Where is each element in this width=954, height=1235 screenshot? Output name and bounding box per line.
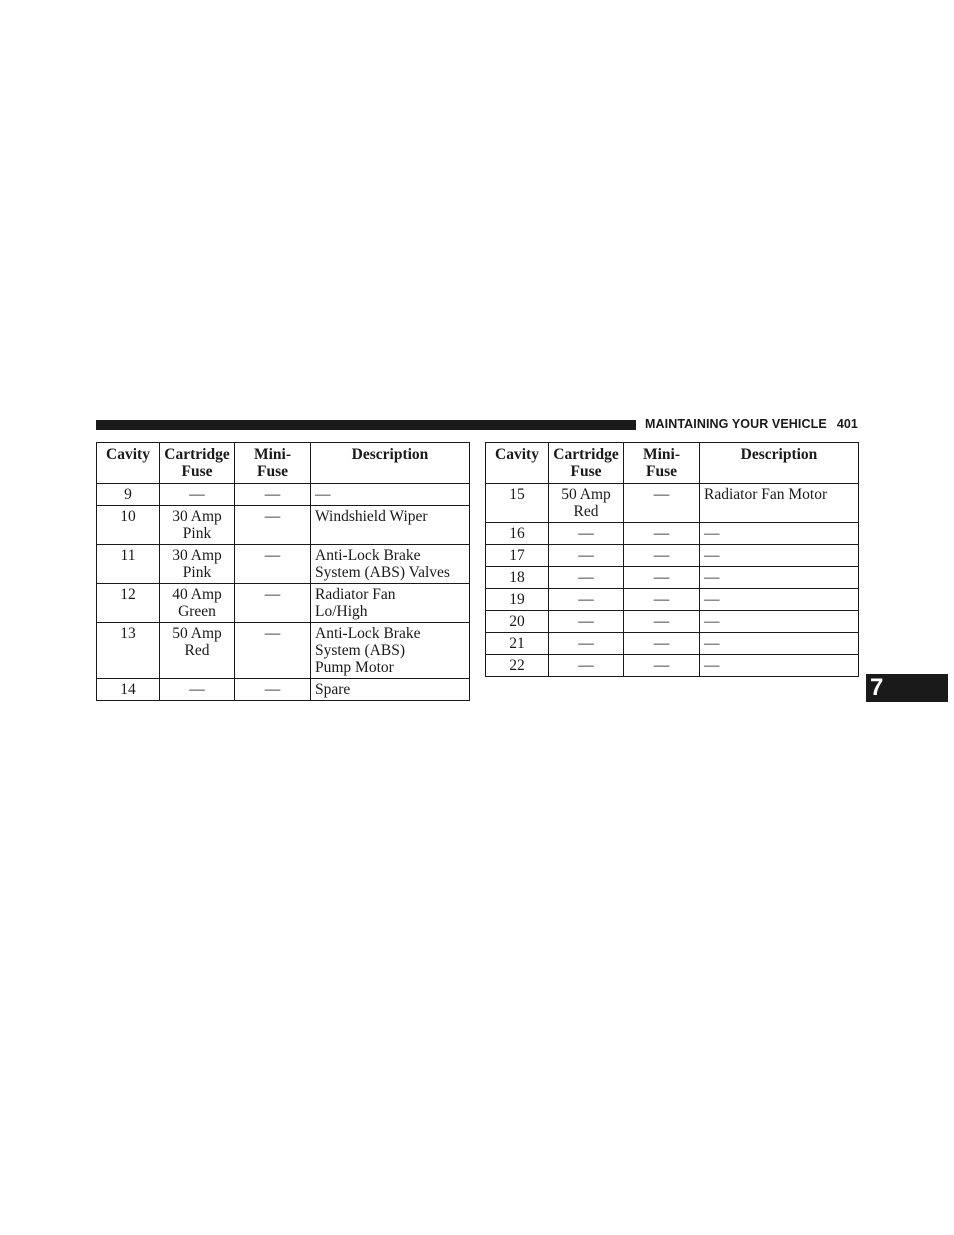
table-row: [486, 589, 859, 611]
description-cell: [311, 623, 470, 679]
cavity-cell: 16: [486, 523, 549, 545]
header-mini-fuse: [235, 443, 311, 484]
mini-fuse-cell: —: [624, 523, 700, 545]
table-row: [486, 523, 859, 545]
cartridge-fuse-cell: [160, 623, 235, 679]
cell-line: —: [704, 569, 720, 586]
table-row: [486, 611, 859, 633]
cartridge-fuse-cell: [160, 584, 235, 623]
table-row: [97, 623, 470, 679]
cell-line: —: [704, 657, 720, 674]
cell-line: Cavity: [106, 446, 150, 463]
cell-line: Radiator Fan: [315, 586, 396, 603]
cell-line: 50 Amp: [172, 625, 222, 642]
cell-line: —: [578, 635, 594, 652]
cell-line: Cartridge: [553, 446, 619, 463]
description-cell: [700, 523, 859, 545]
cartridge-fuse-cell: [549, 589, 624, 611]
cell-line: 40 Amp: [172, 586, 222, 603]
cell-line: Windshield Wiper: [315, 508, 428, 525]
cavity-cell: 9: [97, 484, 160, 506]
cartridge-fuse-cell: [160, 506, 235, 545]
cavity-cell: 15: [486, 484, 549, 523]
mini-fuse-cell: —: [235, 506, 311, 545]
cell-line: —: [704, 635, 720, 652]
cell-line: Mini-: [642, 446, 681, 463]
cavity-cell: 18: [486, 567, 549, 589]
description-cell: [311, 545, 470, 584]
cavity-cell: 21: [486, 633, 549, 655]
cell-line: Green: [178, 603, 216, 620]
cell-line: —: [315, 486, 331, 503]
cell-line: Red: [184, 642, 210, 659]
cavity-cell: 11: [97, 545, 160, 584]
cavity-cell: 22: [486, 655, 549, 677]
cell-line: 50 Amp: [561, 486, 611, 503]
description-cell: [311, 679, 470, 701]
cartridge-fuse-cell: [549, 567, 624, 589]
mini-fuse-cell: —: [235, 623, 311, 679]
cavity-cell: 13: [97, 623, 160, 679]
cell-line: Anti-Lock Brake: [315, 625, 421, 642]
table-row: [486, 655, 859, 677]
cavity-cell: 20: [486, 611, 549, 633]
header-mini-fuse: [624, 443, 700, 484]
cell-line: —: [704, 591, 720, 608]
table-row: [97, 545, 470, 584]
cell-line: —: [578, 591, 594, 608]
table-row: [486, 633, 859, 655]
section-title: MAINTAINING YOUR VEHICLE: [645, 417, 827, 431]
description-cell: [700, 567, 859, 589]
cartridge-fuse-cell: [160, 679, 235, 701]
table-header-row: [97, 443, 470, 484]
table-row: [97, 506, 470, 545]
cartridge-fuse-cell: [549, 545, 624, 567]
cell-line: Pump Motor: [315, 659, 394, 676]
table-row: [486, 545, 859, 567]
cell-line: Pink: [182, 564, 212, 581]
header-cavity: [97, 443, 160, 484]
cell-line: —: [578, 613, 594, 630]
cavity-cell: 10: [97, 506, 160, 545]
header-rule: [96, 420, 636, 430]
mini-fuse-cell: —: [235, 484, 311, 506]
header-cavity: [486, 443, 549, 484]
mini-fuse-cell: —: [624, 655, 700, 677]
cell-line: —: [704, 525, 720, 542]
mini-fuse-cell: —: [624, 545, 700, 567]
cell-line: Anti-Lock Brake: [315, 547, 421, 564]
cell-line: —: [578, 547, 594, 564]
cavity-cell: 17: [486, 545, 549, 567]
page-number: 401: [836, 417, 858, 431]
cell-line: —: [189, 681, 205, 698]
cartridge-fuse-cell: [549, 611, 624, 633]
cell-line: Fuse: [181, 463, 213, 480]
cell-line: System (ABS) Valves: [315, 564, 450, 581]
description-cell: [700, 611, 859, 633]
cell-line: Lo/High: [315, 603, 368, 620]
description-cell: [700, 484, 859, 523]
cell-line: —: [189, 486, 205, 503]
cartridge-fuse-cell: [549, 523, 624, 545]
cell-line: —: [704, 613, 720, 630]
description-cell: [700, 545, 859, 567]
cell-line: Spare: [315, 681, 351, 698]
cell-line: Fuse: [646, 463, 677, 480]
table-row: [97, 584, 470, 623]
cavity-cell: 12: [97, 584, 160, 623]
header-description: [311, 443, 470, 484]
cell-line: Cartridge: [164, 446, 230, 463]
description-cell: [311, 484, 470, 506]
cell-line: Description: [740, 446, 818, 463]
cell-line: 30 Amp: [172, 547, 222, 564]
cell-line: —: [578, 569, 594, 586]
table-header-row: [486, 443, 859, 484]
cell-line: Pink: [182, 525, 212, 542]
mini-fuse-cell: —: [624, 589, 700, 611]
cell-line: Fuse: [570, 463, 602, 480]
cell-line: Radiator Fan Motor: [704, 486, 828, 503]
cavity-cell: 19: [486, 589, 549, 611]
header-description: [700, 443, 859, 484]
mini-fuse-cell: —: [624, 484, 700, 523]
fuse-table-right: [485, 442, 859, 677]
running-header: [645, 417, 858, 431]
mini-fuse-cell: —: [235, 584, 311, 623]
cell-line: 30 Amp: [172, 508, 222, 525]
table-row: [486, 484, 859, 523]
cell-line: Description: [351, 446, 429, 463]
header-cartridge-fuse: [160, 443, 235, 484]
mini-fuse-cell: —: [235, 545, 311, 584]
description-cell: [700, 655, 859, 677]
chapter-tab: 7: [866, 674, 948, 702]
cell-line: Mini-: [253, 446, 292, 463]
cell-line: —: [578, 525, 594, 542]
cell-line: Fuse: [257, 463, 288, 480]
cartridge-fuse-cell: [160, 545, 235, 584]
table-row: [486, 567, 859, 589]
description-cell: [700, 633, 859, 655]
description-cell: [700, 589, 859, 611]
fuse-table-left: [96, 442, 470, 701]
cartridge-fuse-cell: [549, 655, 624, 677]
mini-fuse-cell: —: [624, 611, 700, 633]
cartridge-fuse-cell: [549, 633, 624, 655]
table-row: [97, 484, 470, 506]
table-row: [97, 679, 470, 701]
description-cell: [311, 584, 470, 623]
cell-line: Cavity: [495, 446, 539, 463]
cell-line: —: [704, 547, 720, 564]
header-cartridge-fuse: [549, 443, 624, 484]
mini-fuse-cell: —: [624, 633, 700, 655]
cavity-cell: 14: [97, 679, 160, 701]
description-cell: [311, 506, 470, 545]
mini-fuse-cell: —: [624, 567, 700, 589]
cell-line: Red: [573, 503, 599, 520]
cartridge-fuse-cell: [549, 484, 624, 523]
mini-fuse-cell: —: [235, 679, 311, 701]
cell-line: —: [578, 657, 594, 674]
cartridge-fuse-cell: [160, 484, 235, 506]
cell-line: System (ABS): [315, 642, 405, 659]
